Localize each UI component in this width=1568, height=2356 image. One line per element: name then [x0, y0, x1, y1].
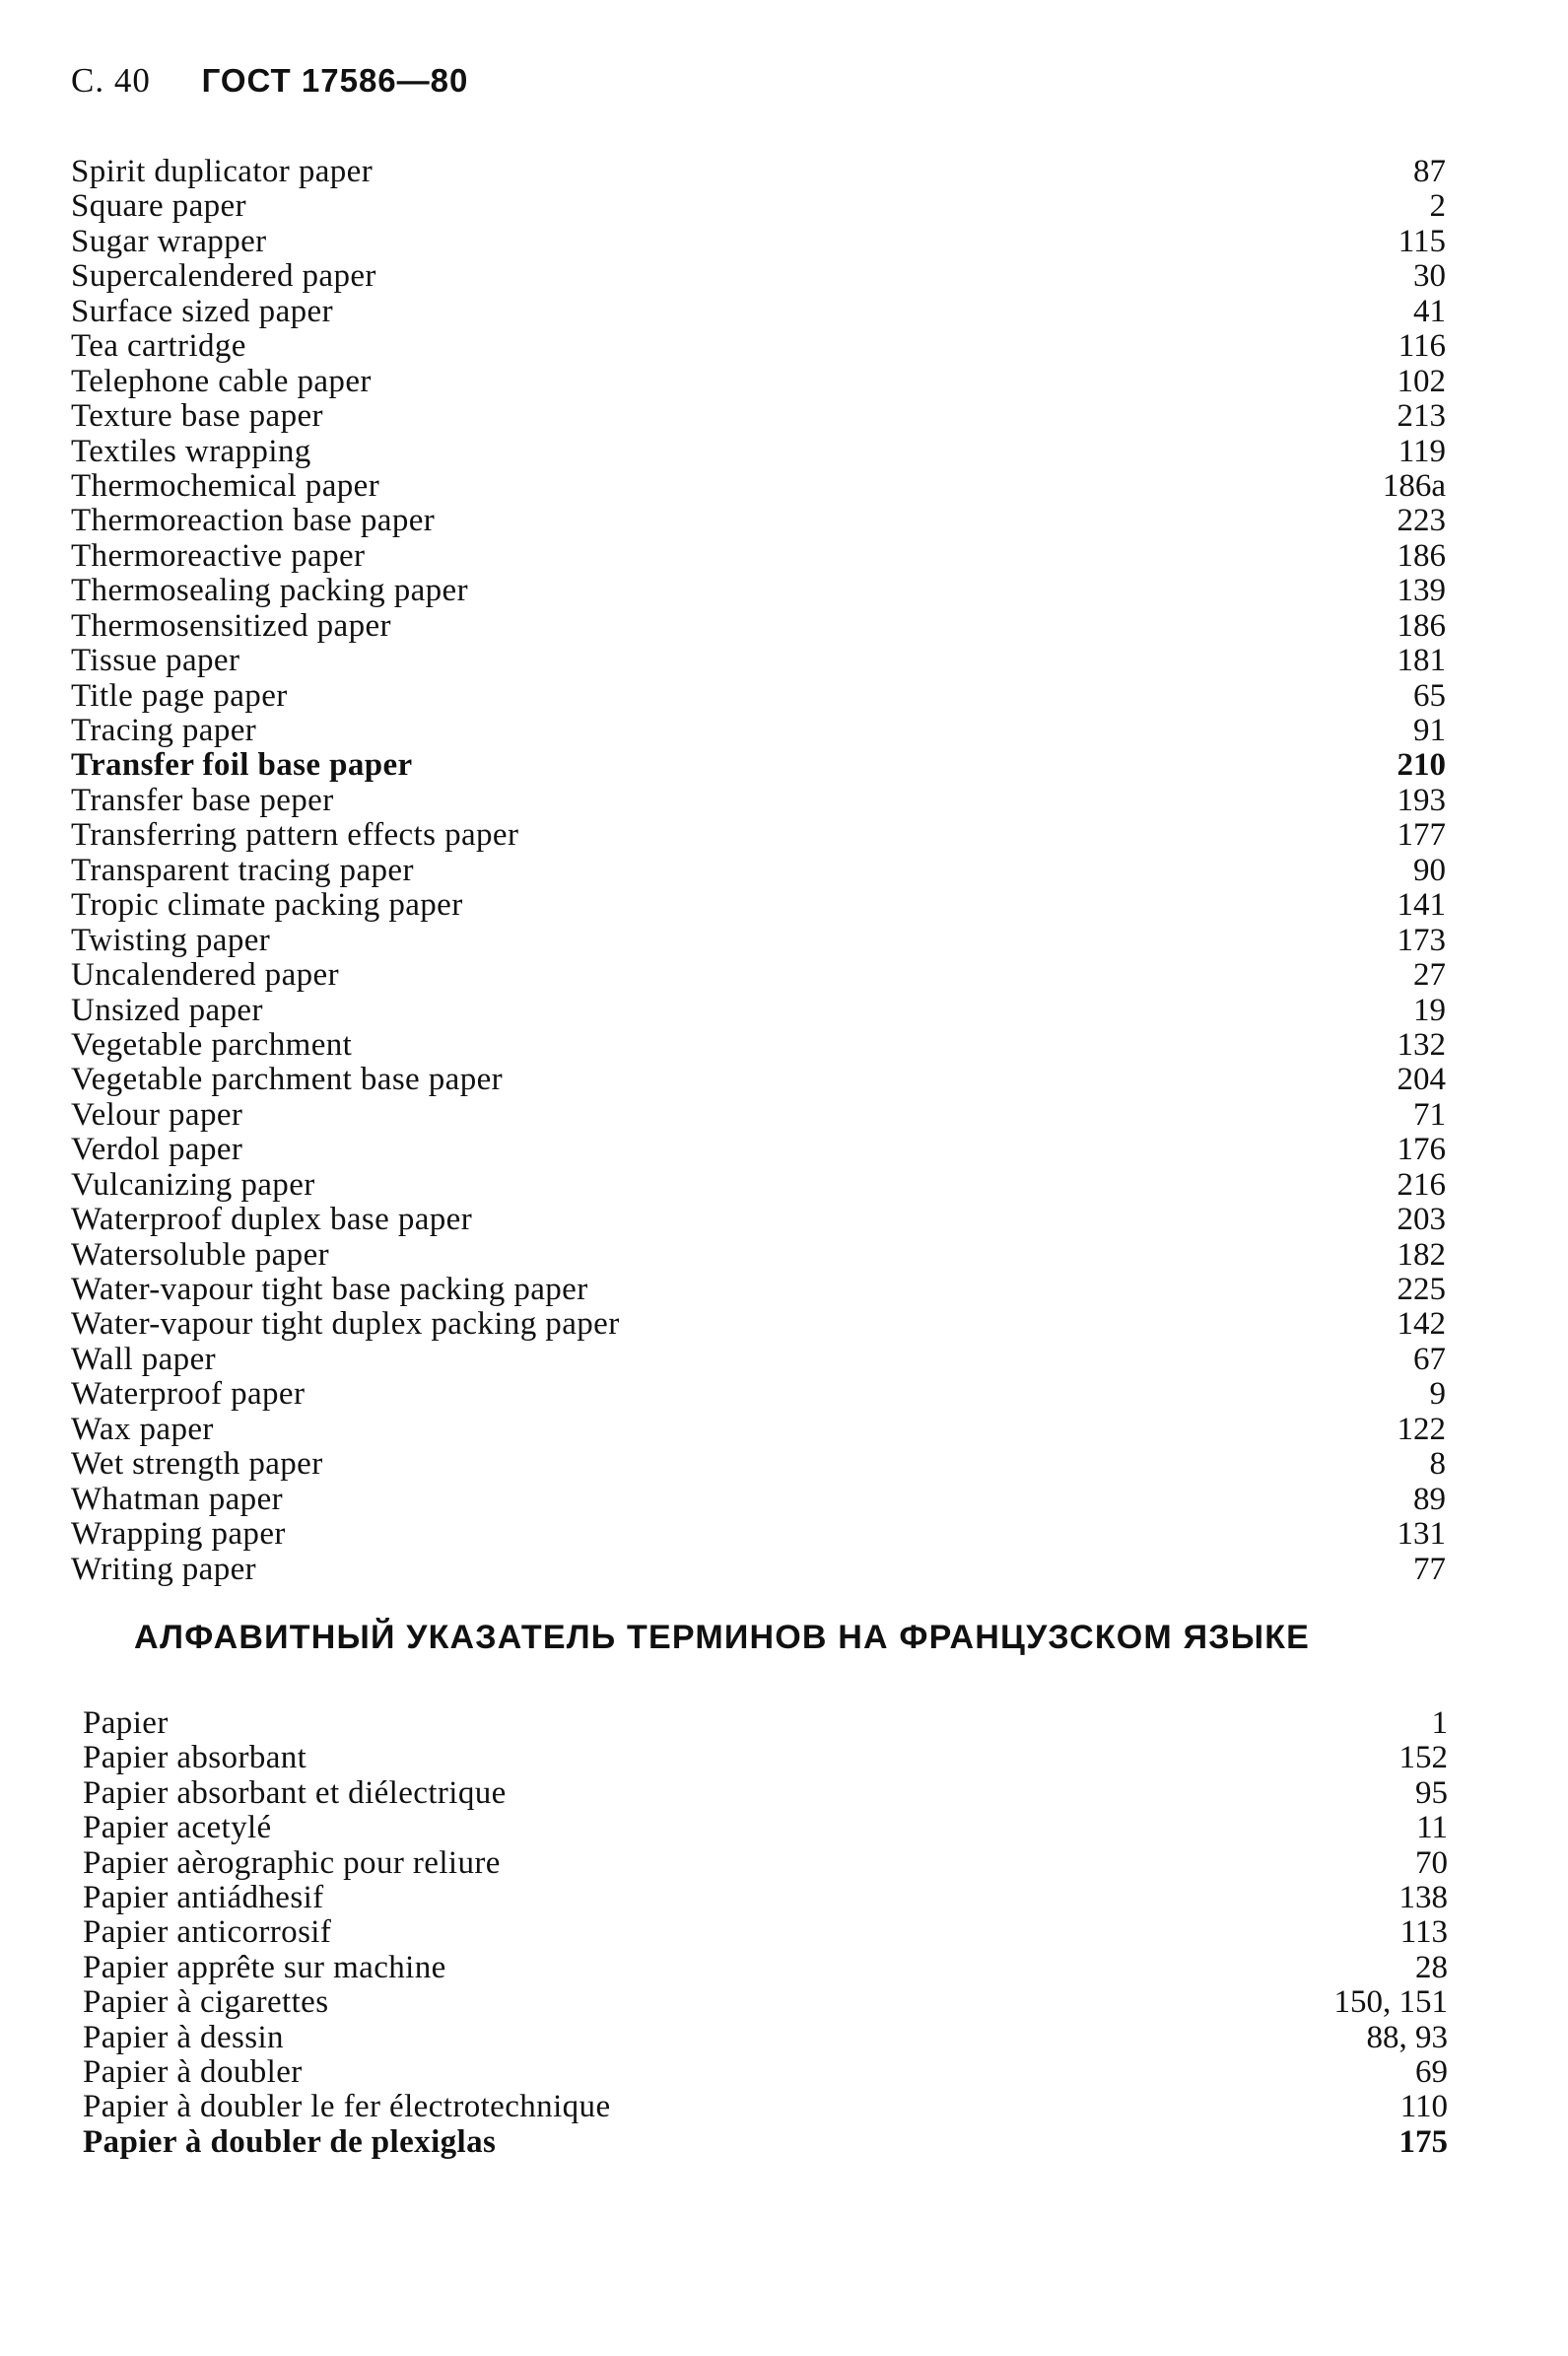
english-term-index [71, 155, 1446, 1587]
index-entry [71, 1063, 1446, 1097]
index-entry [71, 644, 1446, 678]
index-term-number: 9 [1429, 1376, 1446, 1413]
index-entry [71, 1413, 1446, 1447]
index-term: Papier à doubler de plexiglas [83, 2123, 497, 2160]
index-entry [71, 1517, 1446, 1552]
index-term: Transfer foil base paper [71, 747, 413, 784]
index-term: Tropic climate packing paper [71, 887, 463, 924]
index-entry [71, 924, 1446, 958]
index-entry [71, 958, 1446, 993]
index-term-number: 138 [1398, 1879, 1448, 1915]
index-term: Papier aèrographic pour reliure [83, 1844, 501, 1881]
index-term: Title page paper [71, 677, 288, 714]
index-term: Verdol paper [71, 1132, 243, 1168]
index-term-number: 88, 93 [1366, 2019, 1448, 2055]
index-term: Papier anticorrosif [83, 1914, 332, 1951]
index-entry [71, 1203, 1446, 1237]
index-entry [71, 679, 1446, 714]
index-term-number: 225 [1397, 1272, 1446, 1307]
index-term-number: 87 [1413, 154, 1446, 189]
standard-designation: ГОСТ 17586—80 [201, 62, 469, 99]
index-term-number: 142 [1397, 1306, 1446, 1343]
index-term-number: 213 [1397, 398, 1446, 435]
index-term: Water-vapour tight duplex packing paper [71, 1306, 620, 1343]
index-entry [71, 1098, 1446, 1133]
index-term-number: 181 [1397, 643, 1446, 679]
index-entry [71, 259, 1446, 294]
index-entry [83, 1846, 1448, 1881]
index-term-number: 67 [1413, 1341, 1446, 1377]
index-term-number: 186 [1397, 607, 1446, 644]
index-term-number: 77 [1413, 1551, 1446, 1587]
index-term: Tissue paper [71, 643, 240, 679]
index-term: Thermoreactive paper [71, 537, 366, 574]
french-term-index [83, 1706, 1448, 2160]
index-term-number: 89 [1413, 1481, 1446, 1517]
index-term: Thermosealing packing paper [71, 573, 468, 609]
index-entry [83, 2125, 1448, 2160]
index-term: Papier absorbant [83, 1740, 307, 1776]
index-entry [71, 784, 1446, 818]
index-term: Textiles wrapping [71, 433, 311, 469]
index-term: Texture base paper [71, 398, 323, 435]
page-number: С. 40 [71, 61, 151, 100]
index-term-number: 216 [1397, 1166, 1446, 1203]
index-entry [83, 2055, 1448, 2090]
index-entry [71, 1447, 1446, 1482]
index-term: Uncalendered paper [71, 957, 339, 994]
index-term-number: 8 [1429, 1446, 1446, 1483]
index-term-number: 27 [1413, 957, 1446, 994]
index-term: Thermoreaction base paper [71, 503, 436, 539]
index-term-number: 175 [1398, 2123, 1448, 2160]
index-term: Papier à doubler le fer électrotechnique [83, 2089, 611, 2125]
index-entry [71, 1377, 1446, 1412]
index-term: Watersoluble paper [71, 1236, 330, 1273]
index-term: Tea cartridge [71, 328, 246, 365]
index-term: Surface sized paper [71, 293, 333, 329]
index-term-number: 70 [1415, 1844, 1448, 1881]
index-term-number: 110 [1399, 2089, 1448, 2125]
index-term: Waterproof paper [71, 1376, 306, 1413]
index-term-number: 41 [1413, 293, 1446, 329]
index-term-number: 113 [1399, 1914, 1448, 1951]
index-entry [71, 748, 1446, 783]
index-term-number: 2 [1429, 188, 1446, 225]
index-term-number: 176 [1397, 1132, 1446, 1168]
index-entry [83, 1985, 1448, 2020]
index-entry [71, 329, 1446, 364]
index-term: Transferring pattern effects paper [71, 817, 519, 854]
index-term: Papier absorbant et diélectrique [83, 1774, 507, 1811]
index-term-number: 28 [1415, 1949, 1448, 1985]
index-entry [71, 189, 1446, 224]
index-term: Writing paper [71, 1551, 257, 1587]
index-term: Velour paper [71, 1096, 243, 1133]
index-entry [71, 714, 1446, 748]
index-term-number: 115 [1398, 223, 1446, 259]
french-index-title: АЛФАВИТНЫЙ УКАЗАТЕЛЬ ТЕРМИНОВ НА ФРАНЦУЗСКОМ ЯЗЫКЕ [134, 1619, 1311, 1656]
index-entry [71, 225, 1446, 259]
index-entry [71, 1238, 1446, 1273]
index-term: Vegetable parchment base paper [71, 1062, 504, 1098]
page-header [71, 61, 468, 101]
index-term: Transparent tracing paper [71, 852, 414, 888]
index-term-number: 182 [1397, 1236, 1446, 1273]
index-term: Thermochemical paper [71, 467, 380, 504]
index-entry [71, 609, 1446, 644]
index-term: Tracing paper [71, 713, 257, 748]
index-entry [71, 854, 1446, 888]
index-term-number: 177 [1397, 817, 1446, 854]
index-entry [83, 1915, 1448, 1950]
index-entry [83, 1776, 1448, 1811]
index-term: Spirit duplicator paper [71, 154, 374, 189]
index-term-number: 186a [1382, 467, 1446, 504]
index-term-number: 30 [1413, 258, 1446, 295]
index-term-number: 210 [1397, 747, 1446, 784]
index-entry [83, 1881, 1448, 1915]
index-term-number: 186 [1397, 537, 1446, 574]
index-term: Papier [83, 1705, 169, 1741]
index-term: Vegetable parchment [71, 1026, 353, 1063]
index-entry [71, 818, 1446, 853]
index-entry [71, 504, 1446, 538]
index-term: Papier à dessin [83, 2019, 284, 2055]
index-term-number: 102 [1397, 363, 1446, 399]
index-term: Papier à cigarettes [83, 1984, 329, 2021]
index-entry [71, 365, 1446, 399]
index-term: Wrapping paper [71, 1516, 286, 1553]
index-term-number: 150, 151 [1333, 1984, 1448, 2021]
index-term: Wet strength paper [71, 1446, 323, 1483]
index-term-number: 95 [1415, 1774, 1448, 1811]
index-entry [71, 155, 1446, 189]
index-entry [71, 1307, 1446, 1342]
index-term: Papier à doubler [83, 2053, 303, 2090]
index-entry [71, 994, 1446, 1028]
index-term-number: 65 [1413, 677, 1446, 714]
index-entry [71, 1028, 1446, 1063]
index-term-number: 1 [1431, 1705, 1448, 1741]
index-entry [71, 1273, 1446, 1307]
index-term-number: 223 [1397, 503, 1446, 539]
index-entry [71, 1133, 1446, 1167]
index-entry [71, 539, 1446, 574]
index-term-number: 90 [1413, 852, 1446, 888]
index-term: Papier acetylé [83, 1810, 272, 1846]
index-term-number: 131 [1397, 1516, 1446, 1553]
index-term-number: 141 [1397, 887, 1446, 924]
index-entry [71, 574, 1446, 608]
index-term-number: 139 [1397, 573, 1446, 609]
index-term-number: 11 [1416, 1810, 1448, 1846]
index-entry [71, 1483, 1446, 1517]
index-term-number: 204 [1397, 1062, 1446, 1098]
index-entry [71, 435, 1446, 469]
index-term: Unsized paper [71, 992, 263, 1028]
index-term: Sugar wrapper [71, 223, 267, 259]
index-term: Wax paper [71, 1411, 214, 1447]
index-term: Twisting paper [71, 922, 271, 958]
index-term: Square paper [71, 188, 246, 225]
index-term-number: 193 [1397, 782, 1446, 818]
index-entry [71, 399, 1446, 434]
index-term-number: 69 [1415, 2053, 1448, 2090]
index-term: Papier antiádhesif [83, 1879, 324, 1915]
index-term-number: 203 [1397, 1202, 1446, 1238]
index-term-number: 132 [1397, 1026, 1446, 1063]
index-term: Whatman paper [71, 1481, 284, 1517]
index-term: Waterproof duplex base paper [71, 1202, 473, 1238]
index-term-number: 152 [1398, 1740, 1448, 1776]
index-term: Thermosensitized paper [71, 607, 391, 644]
index-term-number: 122 [1397, 1411, 1446, 1447]
index-term-number: 71 [1413, 1096, 1446, 1133]
index-term: Wall paper [71, 1341, 217, 1377]
index-term: Supercalendered paper [71, 258, 376, 295]
index-term: Water-vapour tight base packing paper [71, 1272, 588, 1307]
index-entry [83, 1951, 1448, 1985]
index-entry [83, 1706, 1448, 1741]
index-term: Telephone cable paper [71, 363, 372, 399]
index-entry [71, 469, 1446, 504]
index-entry [71, 1343, 1446, 1377]
index-entry [71, 888, 1446, 923]
index-term: Transfer base peper [71, 782, 334, 818]
index-entry [71, 295, 1446, 329]
index-entry [83, 1811, 1448, 1845]
index-term-number: 19 [1413, 992, 1446, 1028]
index-entry [71, 1553, 1446, 1587]
index-term-number: 119 [1398, 433, 1446, 469]
index-entry [83, 2021, 1448, 2055]
index-entry [71, 1168, 1446, 1203]
index-term-number: 91 [1413, 713, 1446, 748]
index-entry [83, 1741, 1448, 1775]
index-term-number: 116 [1398, 328, 1446, 365]
index-term: Vulcanizing paper [71, 1166, 315, 1203]
index-entry [83, 2090, 1448, 2124]
index-term-number: 173 [1397, 922, 1446, 958]
index-term: Papier apprête sur machine [83, 1949, 446, 1985]
